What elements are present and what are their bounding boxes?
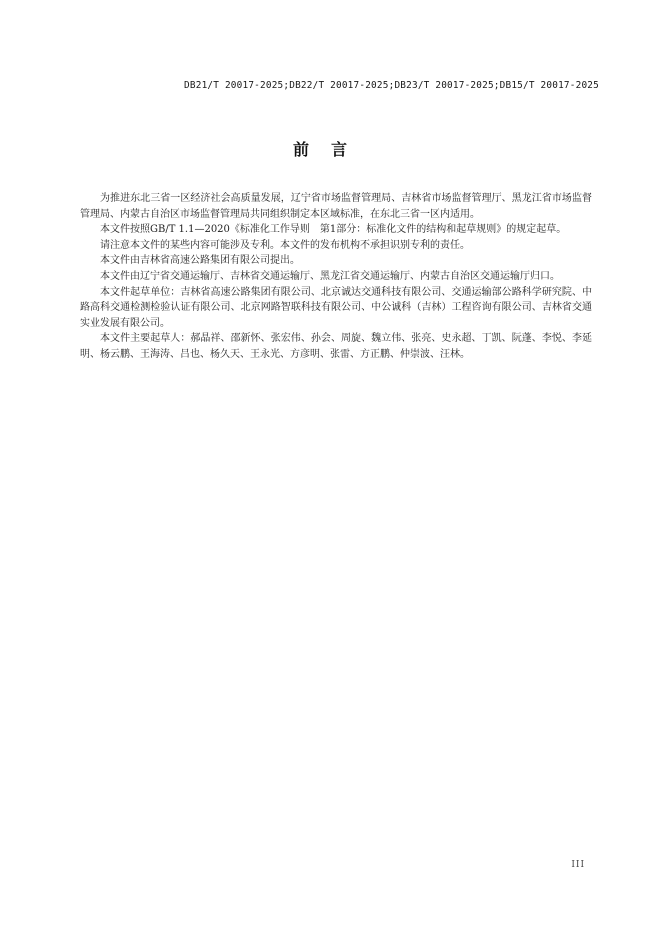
paragraph-drafting-units: 本文件起草单位：吉林省高速公路集团有限公司、北京诚达交通科技有限公司、交通运输部公路科学研究院、中路高科交通检测检验认证有限公司、北京网路智联科技有限公司、中公诚科（吉林）工程咨询有限公司、吉林省交通实业发展有限公司。 [80,286,592,329]
paragraph-patent-notice: 请注意本文件的某些内容可能涉及专利。本文件的发布机构不承担识别专利的责任。 [100,239,470,251]
paragraph-proposer: 本文件由吉林省高速公路集团有限公司提出。 [100,255,300,267]
foreword-body [80,191,592,363]
paragraph-main-drafters: 本文件主要起草人：郝晶祥、邵新怀、张宏伟、孙会、周旋、魏立伟、张亮、史永超、丁凯、阮蓬、李悦、李延明、杨云鹏、王海涛、吕也、杨久天、王永光、方彦明、张雷、方正鹏、仲崇波、汪林。 [80,333,592,360]
paragraph-centralized-by: 本文件由辽宁省交通运输厅、吉林省交通运输厅、黑龙江省交通运输厅、内蒙古自治区交通运输厅归口。 [100,270,560,282]
standard-code: DB21/T 20017-2025;DB22/T 20017-2025;DB23/T 20017-2025;DB15/T 20017-2025 [184,80,599,91]
paragraph-drafting-rules: 本文件按照GB/T 1.1—2020《标准化工作导则 第1部分：标准化文件的结构和起草规则》的规定起草。 [100,224,567,236]
page-title: 前言 [292,140,369,159]
page-number: III [571,860,585,870]
paragraph-purpose: 为推进东北三省一区经济社会高质量发展，辽宁省市场监督管理局、吉林省市场监督管理厅、黑龙江省市场监督管理局、内蒙古自治区市场监督管理局共同组织制定本区域标准，在东北三省一区内适用。 [80,193,592,220]
